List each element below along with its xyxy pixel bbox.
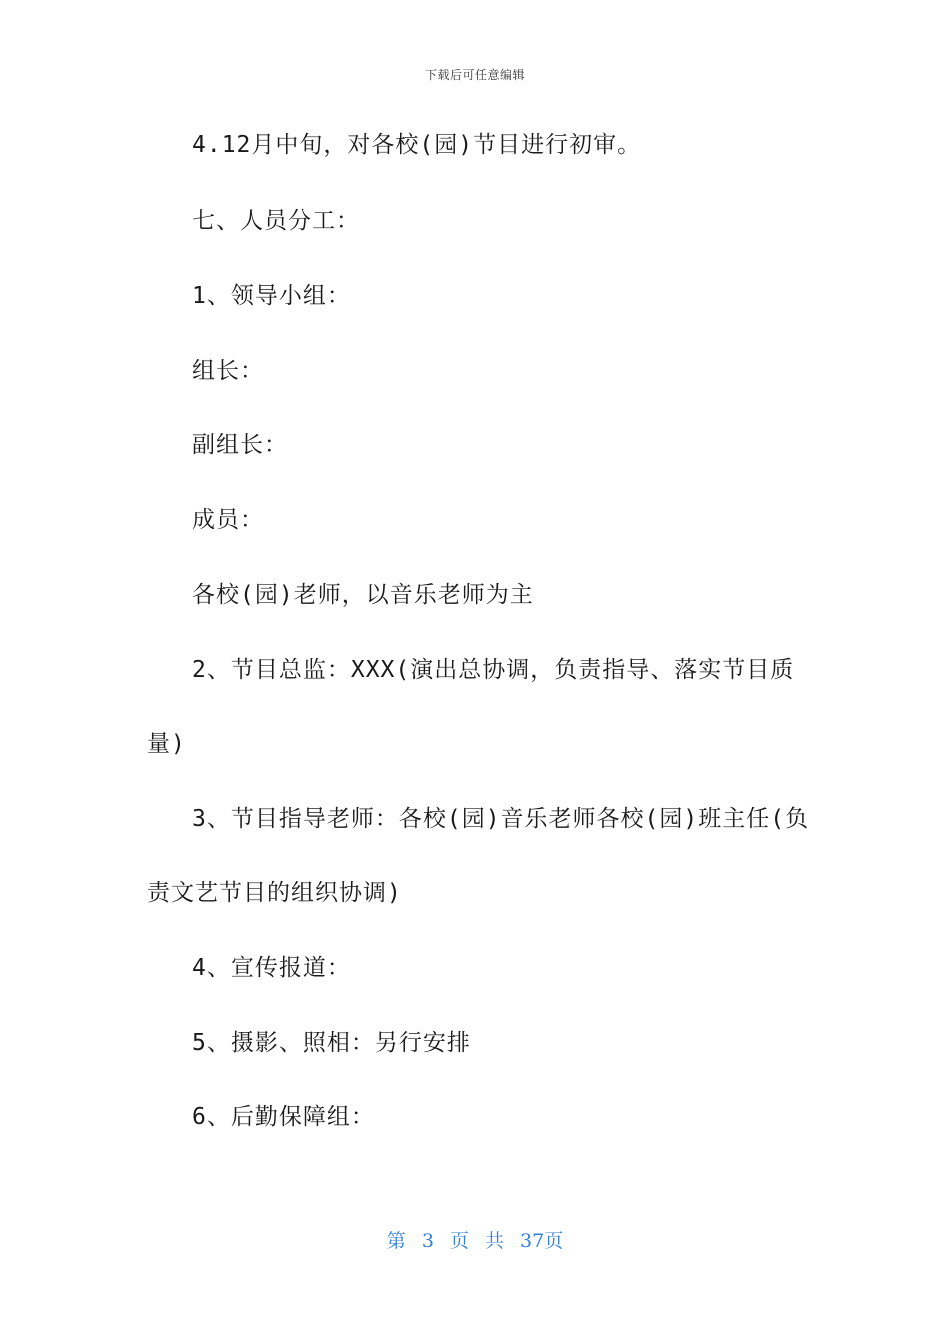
paragraph-line-continuation: 责文艺节目的组织协调) xyxy=(147,880,402,906)
paragraph-line: 组长： xyxy=(192,358,264,384)
page-header-note: 下载后可任意编辑 xyxy=(424,68,525,82)
section-heading: 七、人员分工： xyxy=(192,208,360,234)
paragraph-line: 1、领导小组： xyxy=(192,283,351,309)
paragraph-line-continuation: 量) xyxy=(147,731,186,757)
paragraph-line: 4.12月中旬，对各校(园)节目进行初审。 xyxy=(192,132,642,158)
paragraph-line: 4、宣传报道： xyxy=(192,955,351,981)
page-number-footer: 第 3 页 共 37页 xyxy=(386,1230,564,1252)
paragraph-line: 6、后勤保障组： xyxy=(192,1104,375,1130)
paragraph-line: 2、节目总监：XXX(演出总协调，负责指导、落实节目质 xyxy=(192,657,795,683)
paragraph-line: 各校(园)老师，以音乐老师为主 xyxy=(192,582,534,608)
paragraph-line: 3、节目指导老师：各校(园)音乐老师各校(园)班主任(负 xyxy=(192,806,810,832)
paragraph-line: 成员： xyxy=(192,507,264,533)
paragraph-line: 5、摄影、照相：另行安排 xyxy=(192,1030,471,1056)
paragraph-line: 副组长： xyxy=(192,432,288,458)
